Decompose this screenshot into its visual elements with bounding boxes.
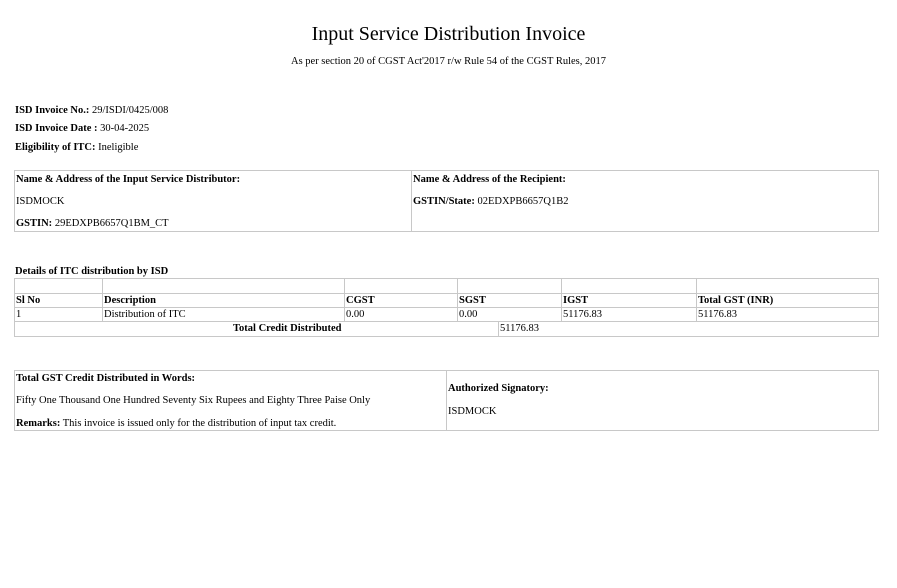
invoice-date-value: 30-04-2025 bbox=[100, 123, 150, 134]
remarks-label: Remarks: bbox=[16, 418, 61, 429]
itc-cell: 1 bbox=[16, 309, 22, 320]
signatory-label: Authorized Signatory: bbox=[448, 383, 549, 394]
invoice-date bbox=[15, 122, 149, 136]
amount-in-words-value: Fifty One Thousand One Hundred Seventy Six Rupees and Eighty Three Paise Only bbox=[16, 395, 371, 406]
remarks-value: This invoice is issued only for the distribution of input tax credit. bbox=[62, 418, 337, 429]
itc-table-col-rule bbox=[102, 278, 103, 321]
distributor-name: ISDMOCK bbox=[16, 196, 65, 207]
itc-total-value: 51176.83 bbox=[500, 323, 539, 334]
itc-table-col-rule bbox=[696, 278, 697, 321]
itc-total-label: Total Credit Distributed bbox=[233, 323, 342, 334]
itc-col-header: Total GST (INR) bbox=[698, 295, 774, 306]
itc-cell: 0.00 bbox=[459, 309, 478, 320]
itc-cell: 51176.83 bbox=[563, 309, 602, 320]
itc-table-col-rule bbox=[457, 278, 458, 321]
distributor-heading: Name & Address of the Input Service Distributor: bbox=[16, 174, 241, 185]
invoice-number bbox=[15, 104, 168, 118]
recipient-gstin-value: 02EDXPB6657Q1B2 bbox=[477, 196, 569, 207]
recipient-gstin bbox=[413, 195, 568, 209]
amount-in-words-label: Total GST Credit Distributed in Words: bbox=[16, 373, 196, 384]
itc-cell: 51176.83 bbox=[698, 309, 737, 320]
parties-divider bbox=[411, 170, 412, 232]
itc-eligibility-label: Eligibility of ITC: bbox=[15, 142, 96, 153]
itc-table-col-rule bbox=[561, 278, 562, 321]
itc-col-header: Sl No bbox=[16, 295, 41, 306]
recipient-gstin-label: GSTIN/State: bbox=[413, 196, 475, 207]
page-subtitle: As per section 20 of CGST Act'2017 r/w Rule 54 of the CGST Rules, 2017 bbox=[290, 56, 607, 67]
itc-col-header: SGST bbox=[459, 295, 486, 306]
signatory-name: ISDMOCK bbox=[448, 406, 497, 417]
page-title: Input Service Distribution Invoice bbox=[311, 23, 586, 45]
itc-cell: 0.00 bbox=[346, 309, 365, 320]
distributor-gstin bbox=[16, 217, 169, 231]
itc-eligibility-value: Ineligible bbox=[98, 142, 139, 153]
invoice-date-label: ISD Invoice Date : bbox=[15, 123, 98, 134]
distributor-gstin-label: GSTIN: bbox=[16, 218, 53, 229]
itc-col-header: CGST bbox=[346, 295, 375, 306]
footer-divider bbox=[446, 370, 447, 431]
itc-cell: Distribution of ITC bbox=[104, 309, 186, 320]
invoice-number-value: 29/ISDI/0425/008 bbox=[92, 105, 169, 116]
itc-col-header: IGST bbox=[563, 295, 589, 306]
remarks bbox=[16, 417, 336, 431]
itc-eligibility bbox=[15, 141, 138, 155]
itc-col-header: Description bbox=[104, 295, 156, 306]
recipient-heading: Name & Address of the Recipient: bbox=[413, 174, 566, 185]
itc-table-col-rule bbox=[344, 278, 345, 321]
itc-total-divider bbox=[498, 321, 499, 337]
invoice-number-label: ISD Invoice No.: bbox=[15, 105, 90, 116]
distributor-gstin-value: 29EDXPB6657Q1BM_CT bbox=[54, 218, 169, 229]
itc-section-title: Details of ITC distribution by ISD bbox=[15, 266, 169, 277]
